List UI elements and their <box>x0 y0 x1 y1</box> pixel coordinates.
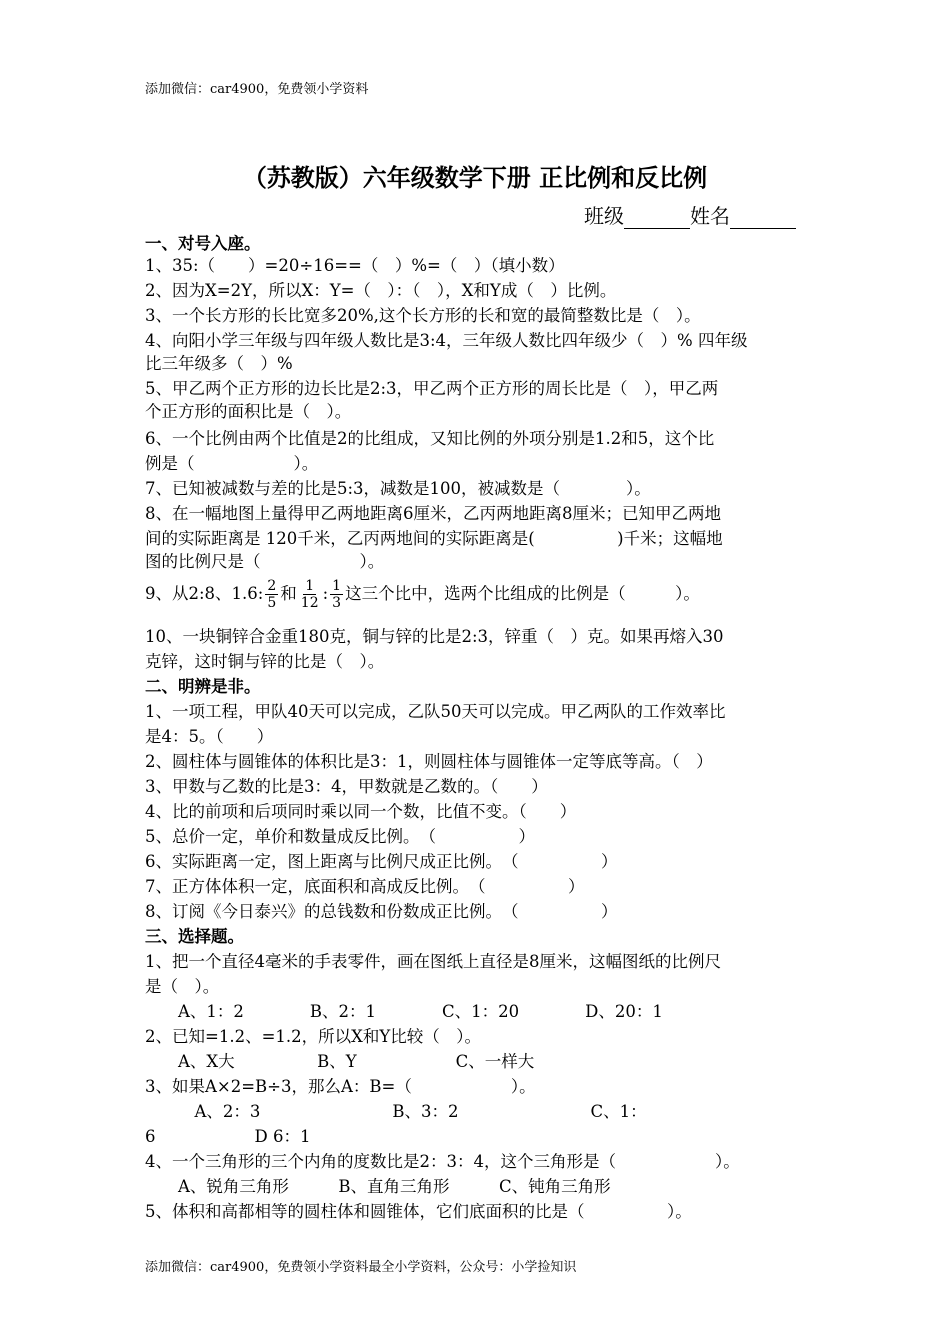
question-line: 6、实际距离一定，图上距离与比例尺成正比例。 （ ） <box>145 852 618 871</box>
question-line: 1、一项工程，甲队40天可以完成，乙队50天可以完成。甲乙两队的工作效率比 <box>145 702 726 721</box>
question-line: A、锐角三角形 B、直角三角形 C、钝角三角形 <box>145 1177 611 1196</box>
question-line: 8、在一幅地图上量得甲乙两地距离6厘米，乙丙两地距离8厘米；已知甲乙两地 <box>145 504 721 523</box>
question-line: 图的比例尺是（ ）。 <box>145 552 385 571</box>
question-line: 1、35:（ ）=20÷16==（ ）%=（ ）（填小数） <box>145 256 565 275</box>
fraction-2-5: $\frac{2}{5}$ <box>267 578 277 611</box>
question-line: 克锌，这时铜与锌的比是（ ）。 <box>145 652 385 671</box>
question-line: 8、订阅《今日泰兴》的总钱数和份数成正比例。 （ ） <box>145 902 618 921</box>
question-line: 3、甲数与乙数的比是3：4，甲数就是乙数的。（ ） <box>145 777 548 796</box>
fraction-1-12: $\frac{1}{12}$ <box>300 578 319 611</box>
question-line: 是4：5。（ ） <box>145 727 274 746</box>
name-blank[interactable] <box>730 208 796 229</box>
class-blank[interactable] <box>624 208 690 229</box>
fraction-1-3: $\frac{1}{3}$ <box>332 578 342 611</box>
question-line: A、2：3 B、3：2 C、1： <box>145 1102 647 1121</box>
name-label: 姓名 <box>690 204 730 228</box>
question-line: 7、正方体体积一定，底面积和高成反比例。 （ ） <box>145 877 585 896</box>
question-line: 间的实际距离是 120千米，乙丙两地间的实际距离是( )千米；这幅地 <box>145 529 723 548</box>
question-line: 例是（ ）。 <box>145 454 319 473</box>
question-line: 1、把一个直径4毫米的手表零件，画在图纸上直径是8厘米，这幅图纸的比例尺 <box>145 952 721 971</box>
question-line: 2、因为X=2Y，所以X：Y=（ ）：（ ），X和Y成（ ）比例。 <box>145 281 617 300</box>
question-line: 4、比的前项和后项同时乘以同一个数，比值不变。（ ） <box>145 802 577 821</box>
class-label: 班级 <box>584 204 624 228</box>
question-line: 5、体积和高都相等的圆柱体和圆锥体，它们底面积的比是（ ）。 <box>145 1202 692 1221</box>
question-line: 6 D 6：1 <box>145 1127 311 1146</box>
question-9: 9、从2:8、1.6: $\frac{2}{5}$ 和 $\frac{1}{12}$ : $\frac{1}{3}$ 这三个比中，选两个比组成的比例是（ ）。 <box>145 578 700 611</box>
question-line: 3、一个长方形的长比宽多20%,这个长方形的长和宽的最简整数比是（ ）。 <box>145 306 701 325</box>
question-line: 4、一个三角形的三个内角的度数比是2：3：4，这个三角形是（ ）。 <box>145 1152 740 1171</box>
question-line: 6、一个比例由两个比值是2的比组成，又知比例的外项分别是1.2和5，这个比 <box>145 429 715 448</box>
page-header: 添加微信：car4900，免费领小学资料 <box>145 82 369 97</box>
question-line: 7、已知被减数与差的比是5:3，减数是100，被减数是（ ）。 <box>145 479 651 498</box>
question-line: 4、向阳小学三年级与四年级人数比是3:4，三年级人数比四年级少（ ）% 四年级 <box>145 331 748 350</box>
question-line: 5、总价一定，单价和数量成反比例。 （ ） <box>145 827 535 846</box>
question-line: 2、圆柱体与圆锥体的体积比是3：1，则圆柱体与圆锥体一定等底等高。（ ） <box>145 752 713 771</box>
section-heading: 二、明辨是非。 <box>145 677 261 696</box>
section-heading: 三、选择题。 <box>145 927 244 946</box>
page-title: （苏教版）六年级数学下册 正比例和反比例 <box>242 163 708 192</box>
question-line: A、1：2 B、2：1 C、1：20 D、20：1 <box>145 1002 663 1021</box>
question-line: 3、如果A×2=B÷3，那么A：B=（ ）。 <box>145 1077 536 1096</box>
question-line: 比三年级多（ ）% <box>145 354 293 373</box>
question-line: 5、甲乙两个正方形的边长比是2:3，甲乙两个正方形的周长比是（ ），甲乙两 <box>145 379 719 398</box>
class-name-bar <box>584 200 796 229</box>
question-line: 是（ ）。 <box>145 977 220 996</box>
section-heading: 一、对号入座。 <box>145 234 261 253</box>
question-line: 10、一块铜锌合金重180克，铜与锌的比是2:3，锌重（ ）克。如果再熔入30 <box>145 627 724 646</box>
question-line: 个正方形的面积比是（ ）。 <box>145 402 352 421</box>
page-footer: 添加微信：car4900，免费领小学资料最全小学资料，公众号：小学捡知识 <box>145 1260 577 1275</box>
question-line: 2、已知=1.2、=1.2，所以X和Y比较（ ）。 <box>145 1027 482 1046</box>
question-line: A、X大 B、Y C、一样大 <box>145 1052 535 1071</box>
